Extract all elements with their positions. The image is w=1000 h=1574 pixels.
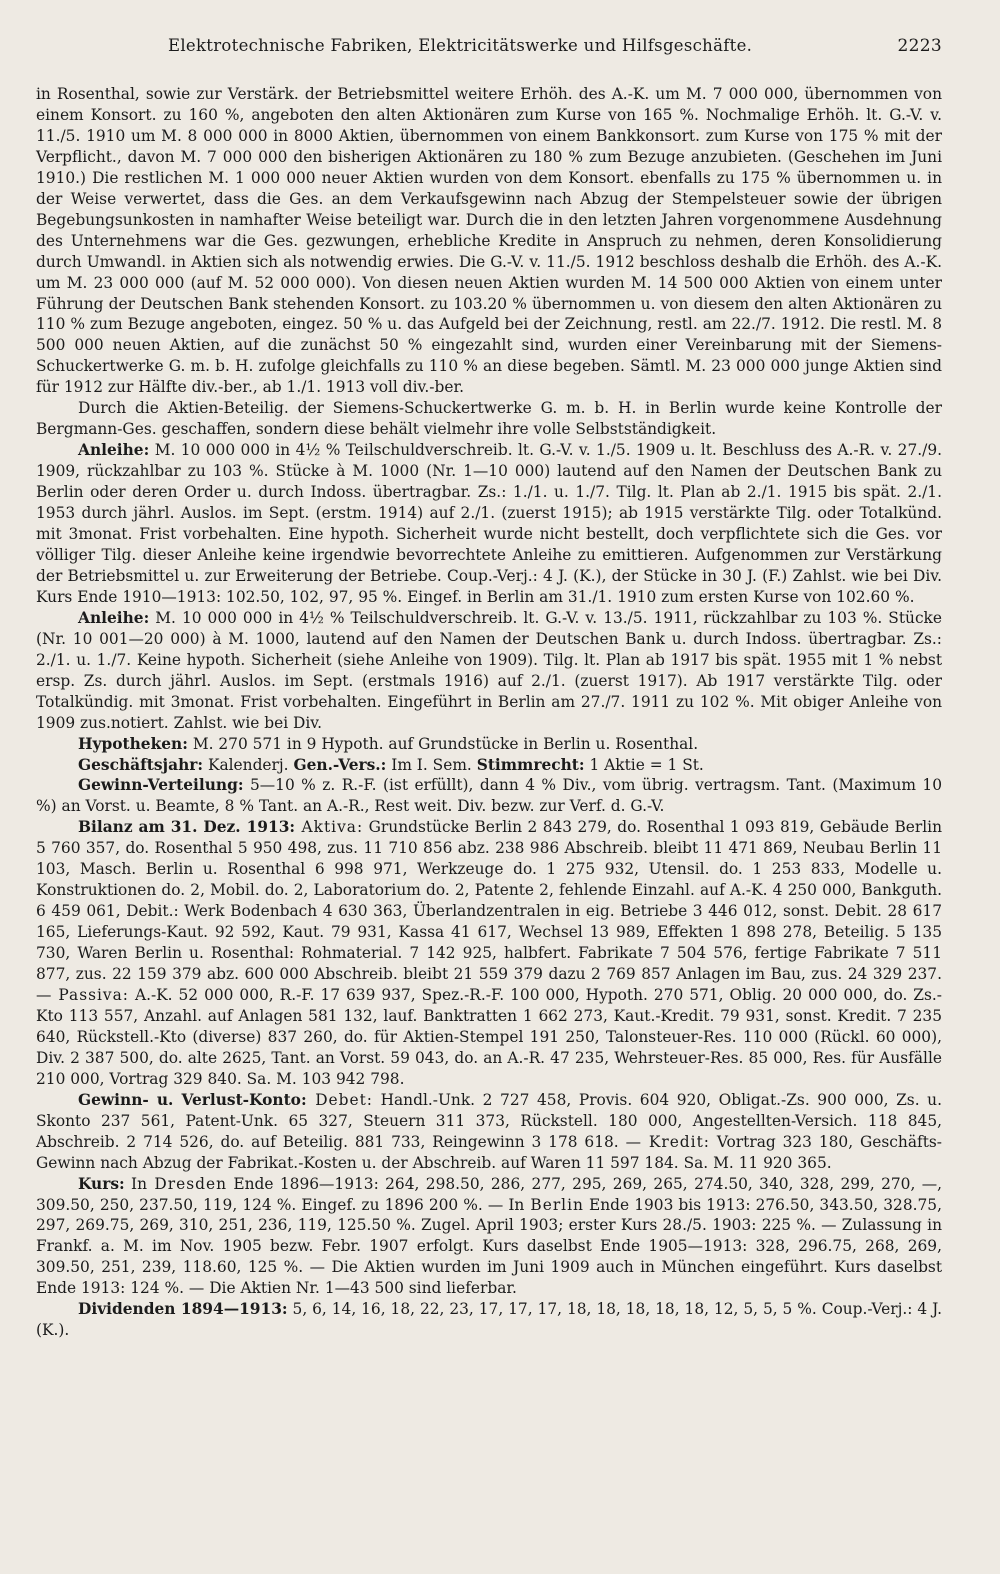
spaced-label: Kredit: bbox=[640, 1132, 710, 1151]
paragraph-text: M. 270 571 in 9 Hypoth. auf Grundstücke in Berlin u. Rosenthal. bbox=[187, 734, 699, 753]
paragraph-text: 5—10 % z. R.-F. (ist erfüllt), dann 4 % Div., vom übrig. vertragsm. Tant. (Maximum 10 %) an Vorst. u. Beamte, 8 % Tant. an A.-R., Rest weit. Div. bezw. zur Verf. d. G.-V. bbox=[36, 776, 942, 816]
paragraph bbox=[36, 775, 942, 817]
paragraph-text: Ende 1896—1913: 264, 298.50, 286, 277, 295, 269, 265, 274.50, 340, 328, 299, 270, —, 309.50, 250, 237.50, 119, 124 %. Eingef. zu 1896 200 %. — In bbox=[36, 1174, 943, 1214]
section-heading: Anleihe: bbox=[78, 608, 150, 627]
paragraph-text: Vortrag 323 180, Geschäfts-Gewinn nach Abzug der Fabrikat.-Kosten u. der Abschreib. auf Waren 11 597 184. Sa. M. 11 920 365. bbox=[36, 1132, 942, 1172]
paragraph bbox=[36, 608, 942, 734]
paragraph-text: Kalenderj. bbox=[203, 755, 294, 774]
section-heading: Bilanz am 31. Dez. 1913: bbox=[78, 818, 296, 837]
page-number: 2223 bbox=[897, 36, 942, 56]
section-heading: Kurs: bbox=[78, 1174, 125, 1193]
spaced-label: Berlin bbox=[524, 1195, 584, 1214]
section-heading: Geschäftsjahr: bbox=[78, 755, 204, 774]
spaced-label: Passiva: bbox=[51, 985, 129, 1004]
section-heading: Gen.-Vers.: bbox=[293, 755, 387, 774]
body-text bbox=[36, 84, 942, 1341]
section-heading: Hypotheken: bbox=[78, 734, 188, 753]
paragraph bbox=[36, 734, 942, 755]
section-heading: Stimmrecht: bbox=[476, 755, 585, 774]
spaced-label: Dresden bbox=[147, 1174, 228, 1193]
paragraph bbox=[36, 1090, 942, 1174]
paragraph-text: Durch die Aktien-Beteilig. der Siemens-Schuckertwerke G. m. b. H. in Berlin wurde keine Kontrolle der Bergmann-Ges. geschaffen, sondern diese behält vielmehr ihre volle Selbstständigkeit. bbox=[36, 399, 942, 439]
paragraph-text: In bbox=[124, 1174, 148, 1193]
paragraph bbox=[36, 755, 942, 776]
paragraph bbox=[36, 1299, 942, 1341]
paragraph-text: A.-K. 52 000 000, R.-F. 17 639 937, Spez.-R.-F. 100 000, Hypoth. 270 571, Oblig. 20 000 000, do. Zs.-Kto 113 557, Anzahl. auf Anlagen 581 132, lauf. Banktratten 1 662 273, Kaut.-Kredit. 79 931, sonst. Kredit. 7 235 640, Rückstell.-Kto (diverse) 837 260, do. für Aktien-Stempel 191 250, Talonsteuer-Res. 110 000 (Rückl. 60 000), Div. 2 387 500, do. alte 2625, Tant. an Vorst. 59 043, do. an A.-R. 47 235, Wehrsteuer-Res. 85 000, Res. für Ausfälle 210 000, Vortrag 329 840. Sa. M. 103 942 798. bbox=[36, 985, 942, 1088]
paragraph-text: Im I. Sem. bbox=[386, 755, 477, 774]
paragraph-text: M. 10 000 000 in 4½ % Teilschuldverschreib. lt. G.-V. v. 1./5. 1909 u. lt. Beschluss des A.-R. v. 27./9. 1909, rückzahlbar zu 103 %. Stücke à M. 1000 (Nr. 1—10 000) lautend auf den Namen der Deutschen Bank zu Berlin oder deren Order u. durch Indoss. übertragbar. Zs.: 1./1. u. 1./7. Tilg. lt. Plan ab 2./1. 1915 bis spät. 2./1. 1953 durch jährl. Auslos. im Sept. (erstm. 1914) auf 2./1. (zuerst 1915); ab 1915 verstärkte Tilg. oder Totalkünd. mit 3monat. Frist vorbehalten. Eine hypoth. Sicherheit wurde nicht bestellt, doch verpflichtete sich die Ges. vor völliger Tilg. dieser Anleihe keine irgendwie bevorrechtete Anleihe zu emittieren. Aufgenommen zur Verstärkung der Betriebsmittel u. zur Erweiterung der Betriebe. Coup.-Verj.: 4 J. (K.), der Stücke in 30 J. (F.) Zahlst. wie bei Div. Kurs Ende 1910—1913: 102.50, 102, 97, 95 %. Eingef. in Berlin am 31./1. 1910 zum ersten Kurse von 102.60 %. bbox=[36, 441, 942, 606]
paragraph bbox=[36, 817, 942, 1089]
running-header bbox=[36, 36, 942, 62]
paragraph bbox=[36, 398, 942, 440]
section-heading: Dividenden 1894—1913: bbox=[78, 1300, 288, 1319]
paragraph-text: Handl.-Unk. 2 727 458, Provis. 604 920, Obligat.-Zs. 900 000, Zs. u. Skonto 237 561, Patent-Unk. 65 327, Steuern 311 373, Rückstell. 180 000, Angestellten-Versich. 118 845, Abschreib. 2 714 526, do. auf Beteilig. 881 733, Reingewinn 3 178 618. — bbox=[36, 1090, 942, 1151]
section-heading: Gewinn- u. Verlust-Konto: bbox=[78, 1090, 307, 1109]
paragraph-text: in Rosenthal, sowie zur Verstärk. der Betriebsmittel weitere Erhöh. des A.-K. um M. 7 000 000, übernommen von einem Konsort. zu 160 %, angeboten den alten Aktionären zum Kurse von 165 %. Nochmalige Erhöh. lt. G.-V. v. 11./5. 1910 um M. 8 000 000 in 8000 Aktien, übernommen von einem Bankkonsort. zum Kurse von 175 % mit der Verpflicht., davon M. 7 000 000 den bisherigen Aktionären zu 180 % zum Bezuge anzubieten. (Geschehen im Juni 1910.) Die restlichen M. 1 000 000 neuer Aktien wurden von dem Konsort. ebenfalls zu 175 % übernommen u. in der Weise verwertet, dass die Ges. an dem Verkaufsgewinn nach Abzug der Stempelsteuer sowie der übrigen Begebungsunkosten in namhafter Weise beteiligt war. Durch die in den letzten Jahren vorgenommene Ausdehnung des Unternehmens war die Ges. gezwungen, erhebliche Kredite in Anspruch zu nehmen, deren Konsolidierung durch Umwandl. in Aktien sich als notwendig erwies. Die G.-V. v. 11./5. 1912 beschloss deshalb die Erhöh. des A.-K. um M. 23 000 000 (auf M. 52 000 000). Von diesen neuen Aktien wurden M. 14 500 000 Aktien von einem unter Führung der Deutschen Bank stehenden Konsort. zu 103.20 % übernommen u. von diesem den alten Aktionären zu 110 % zum Bezuge angeboten, eingez. 50 % u. das Aufgeld bei der Zeichnung, restl. am 22./7. 1912. Die restl. M. 8 500 000 neuen Aktien, auf die zunächst 50 % eingezahlt sind, wurden einer Vereinbarung mit der Siemens-Schuckertwerke G. m. b. H. zufolge gleichfalls zu 110 % an diese begeben. Sämtl. M. 23 000 000 junge Aktien sind für 1912 zur Hälfte div.-ber., ab 1./1. 1913 voll div.-ber. bbox=[36, 85, 942, 397]
paragraph bbox=[36, 1174, 942, 1300]
paragraph-text: 5, 6, 14, 16, 18, 22, 23, 17, 17, 17, 18, 18, 18, 18, 18, 12, 5, 5, 5 %. Coup.-Verj.: 4 J. (K.). bbox=[36, 1300, 942, 1340]
section-heading: Anleihe: bbox=[78, 441, 150, 460]
paragraph bbox=[36, 84, 942, 398]
spaced-label: Aktiva: bbox=[295, 818, 364, 837]
paragraph-text: Grundstücke Berlin 2 843 279, do. Rosenthal 1 093 819, Gebäude Berlin 5 760 357, do. Rosenthal 5 950 498, zus. 11 710 856 abz. 238 986 Abschreib. bleibt 11 471 869, Neubau Berlin 11 103, Masch. Berlin u. Rosenthal 6 998 971, Werkzeuge do. 1 275 932, Utensil. do. 1 253 833, Modelle u. Konstruktionen do. 2, Mobil. do. 2, Laboratorium do. 2, Patente 2, fehlende Einzahl. auf A.-K. 4 250 000, Bankguth. 6 459 061, Debit.: Werk Bodenbach 4 630 363, Überlandzentralen in eig. Betriebe 3 446 012, sonst. Debit. 28 617 165, Lieferungs-Kaut. 92 592, Kaut. 79 931, Kassa 41 617, Wechsel 13 989, Effekten 1 898 278, Beteilig. 5 135 730, Waren Berlin u. Rosenthal: Rohmaterial. 7 142 925, halbfert. Fabrikate 7 504 576, fertige Fabrikate 7 511 877, zus. 22 159 379 abz. 600 000 Abschreib. bleibt 21 559 379 dazu 2 769 857 Anlagen im Bau, zus. 24 329 237. — bbox=[36, 818, 943, 1004]
spaced-label: Debet: bbox=[306, 1090, 373, 1109]
paragraph-text: Ende 1903 bis 1913: 276.50, 343.50, 328.75, 297, 269.75, 269, 310, 251, 236, 119, 125.50 %. Zugel. April 1903; erster Kurs 28./5. 1903: 225 %. — Zulassung in Frankf. a. M. im Nov. 1905 bezw. Febr. 1907 erfolgt. Kurs daselbst Ende 1905—1913: 328, 296.75, 268, 269, 309.50, 251, 239, 118.60, 125 %. — Die Aktien wurden im Juni 1909 auch in München eingeführt. Kurs daselbst Ende 1913: 124 %. — Die Aktien Nr. 1—43 500 sind lieferbar. bbox=[36, 1195, 942, 1298]
section-heading: Gewinn-Verteilung: bbox=[78, 776, 244, 795]
paragraph bbox=[36, 440, 942, 608]
paragraph-text: 1 Aktie = 1 St. bbox=[584, 755, 704, 774]
paragraph-text: M. 10 000 000 in 4½ % Teilschuldverschreib. lt. G.-V. v. 13./5. 1911, rückzahlbar zu 103 %. Stücke (Nr. 10 001—20 000) à M. 1000, lautend auf den Namen der Deutschen Bank u. durch Indoss. übertragbar. Zs.: 2./1. u. 1./7. Keine hypoth. Sicherheit (siehe Anleihe von 1909). Tilg. lt. Plan ab 1917 bis spät. 1955 mit 1 % nebst ersp. Zs. durch jährl. Auslos. im Sept. (erstmals 1916) auf 2./1. (zuerst 1917). Ab 1917 verstärkte Tilg. oder Totalkündig. mit 3monat. Frist vorbehalten. Eingeführt in Berlin am 27./7. 1911 zu 102 %. Mit obiger Anleihe von 1909 zus.notiert. Zahlst. wie bei Div. bbox=[36, 608, 942, 732]
header-title: Elektrotechnische Fabriken, Elektricitätswerke und Hilfsgeschäfte. bbox=[168, 36, 753, 55]
